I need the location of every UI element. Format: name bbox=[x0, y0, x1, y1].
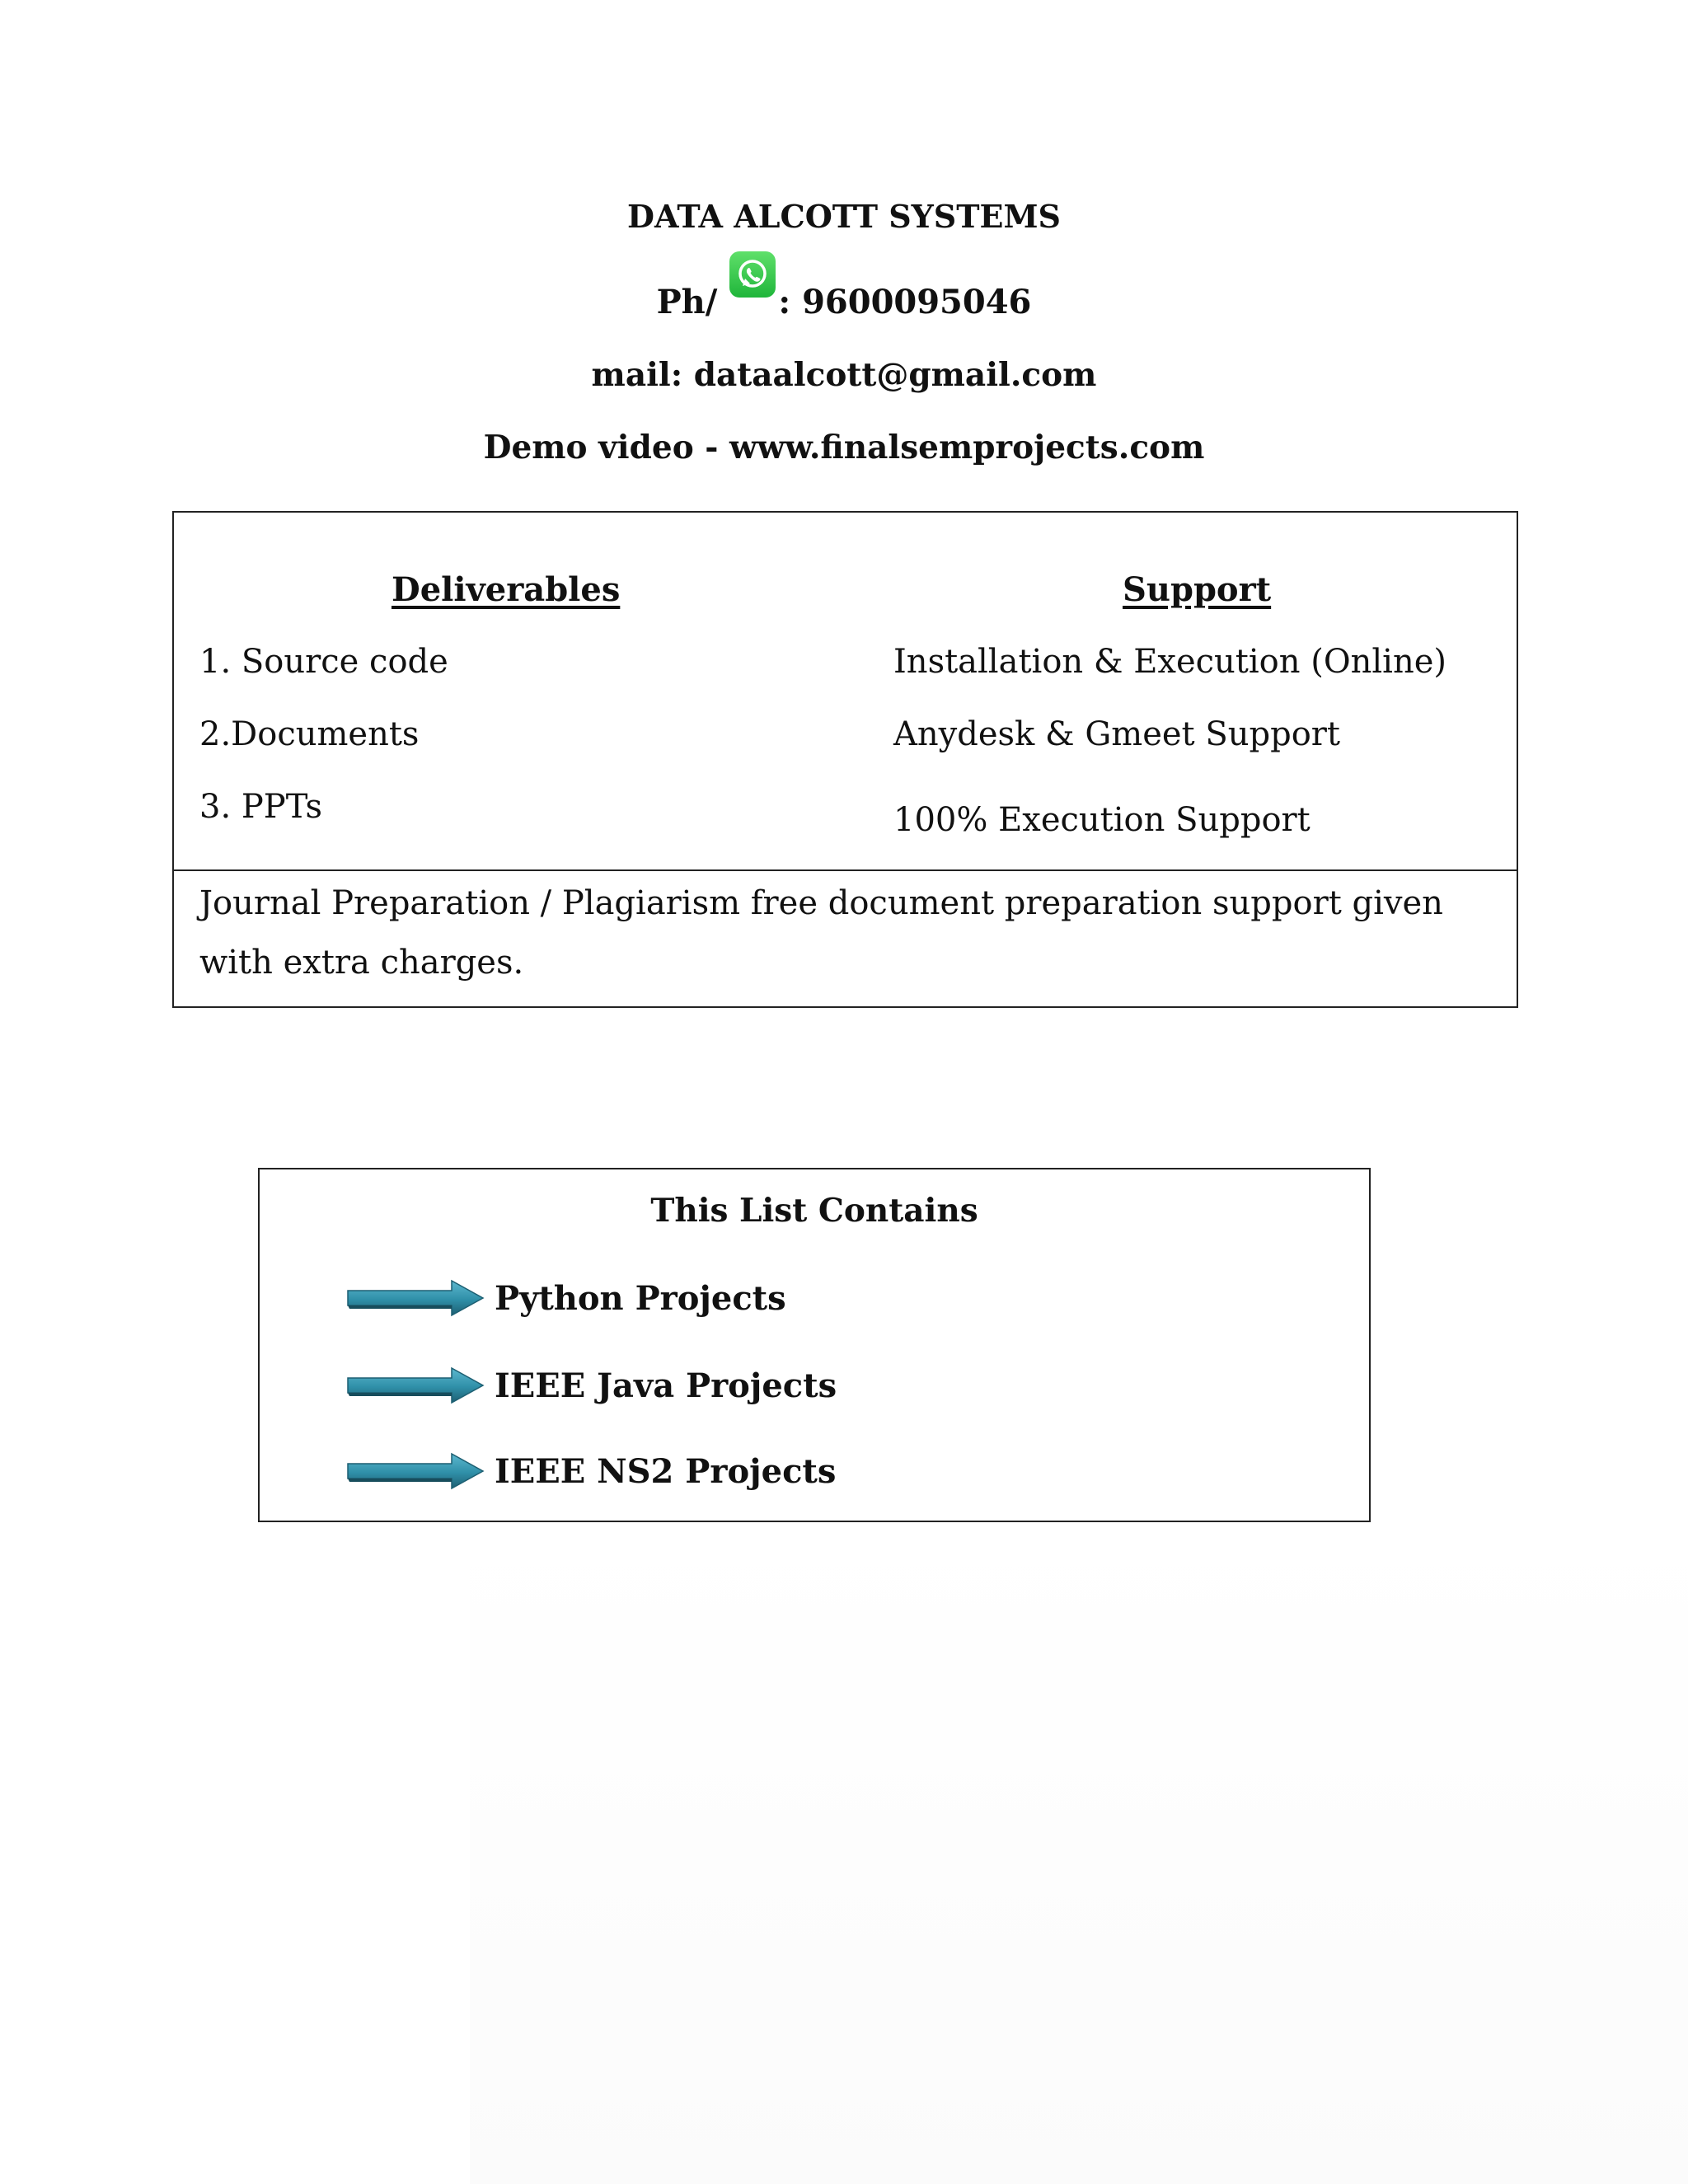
arrow-right-icon bbox=[346, 1365, 486, 1406]
support-item: 100% Execution Support bbox=[893, 801, 1311, 839]
support-item: Installation & Execution (Online) bbox=[893, 643, 1447, 681]
email-line: mail: dataalcott@gmail.com bbox=[591, 356, 1097, 394]
company-name: DATA ALCOTT SYSTEMS bbox=[626, 198, 1061, 235]
arrow-right-icon bbox=[346, 1277, 486, 1319]
demo-video-line: Demo video - www.finalsemprojects.com bbox=[483, 429, 1205, 466]
extra-charges-note: Journal Preparation / Plagiarism free document preparation support given with extra charges. bbox=[199, 884, 1443, 982]
deliverables-heading: Deliverables bbox=[392, 570, 621, 609]
list-item bbox=[346, 1269, 786, 1327]
deliverable-item: 1. Source code bbox=[199, 643, 448, 681]
list-item-label: Python Projects bbox=[495, 1278, 786, 1318]
list-item bbox=[346, 1357, 837, 1414]
list-item-label: IEEE Java Projects bbox=[495, 1366, 837, 1405]
list-item-label: IEEE NS2 Projects bbox=[495, 1451, 837, 1491]
support-heading: Support bbox=[1123, 570, 1272, 609]
list-item bbox=[346, 1442, 836, 1500]
deliverable-item: 3. PPTs bbox=[199, 788, 323, 826]
phone-prefix: Ph/ bbox=[656, 283, 718, 321]
page-background bbox=[470, 1525, 1688, 2184]
project-list-title: This List Contains bbox=[650, 1192, 978, 1230]
phone-number: : 9600095046 bbox=[778, 283, 1032, 321]
deliverable-item: 2.Documents bbox=[199, 715, 420, 753]
table-divider bbox=[172, 869, 1518, 871]
phone-line bbox=[0, 269, 1688, 321]
arrow-right-icon bbox=[346, 1451, 486, 1492]
whatsapp-icon bbox=[729, 251, 776, 298]
support-item: Anydesk & Gmeet Support bbox=[893, 715, 1340, 753]
